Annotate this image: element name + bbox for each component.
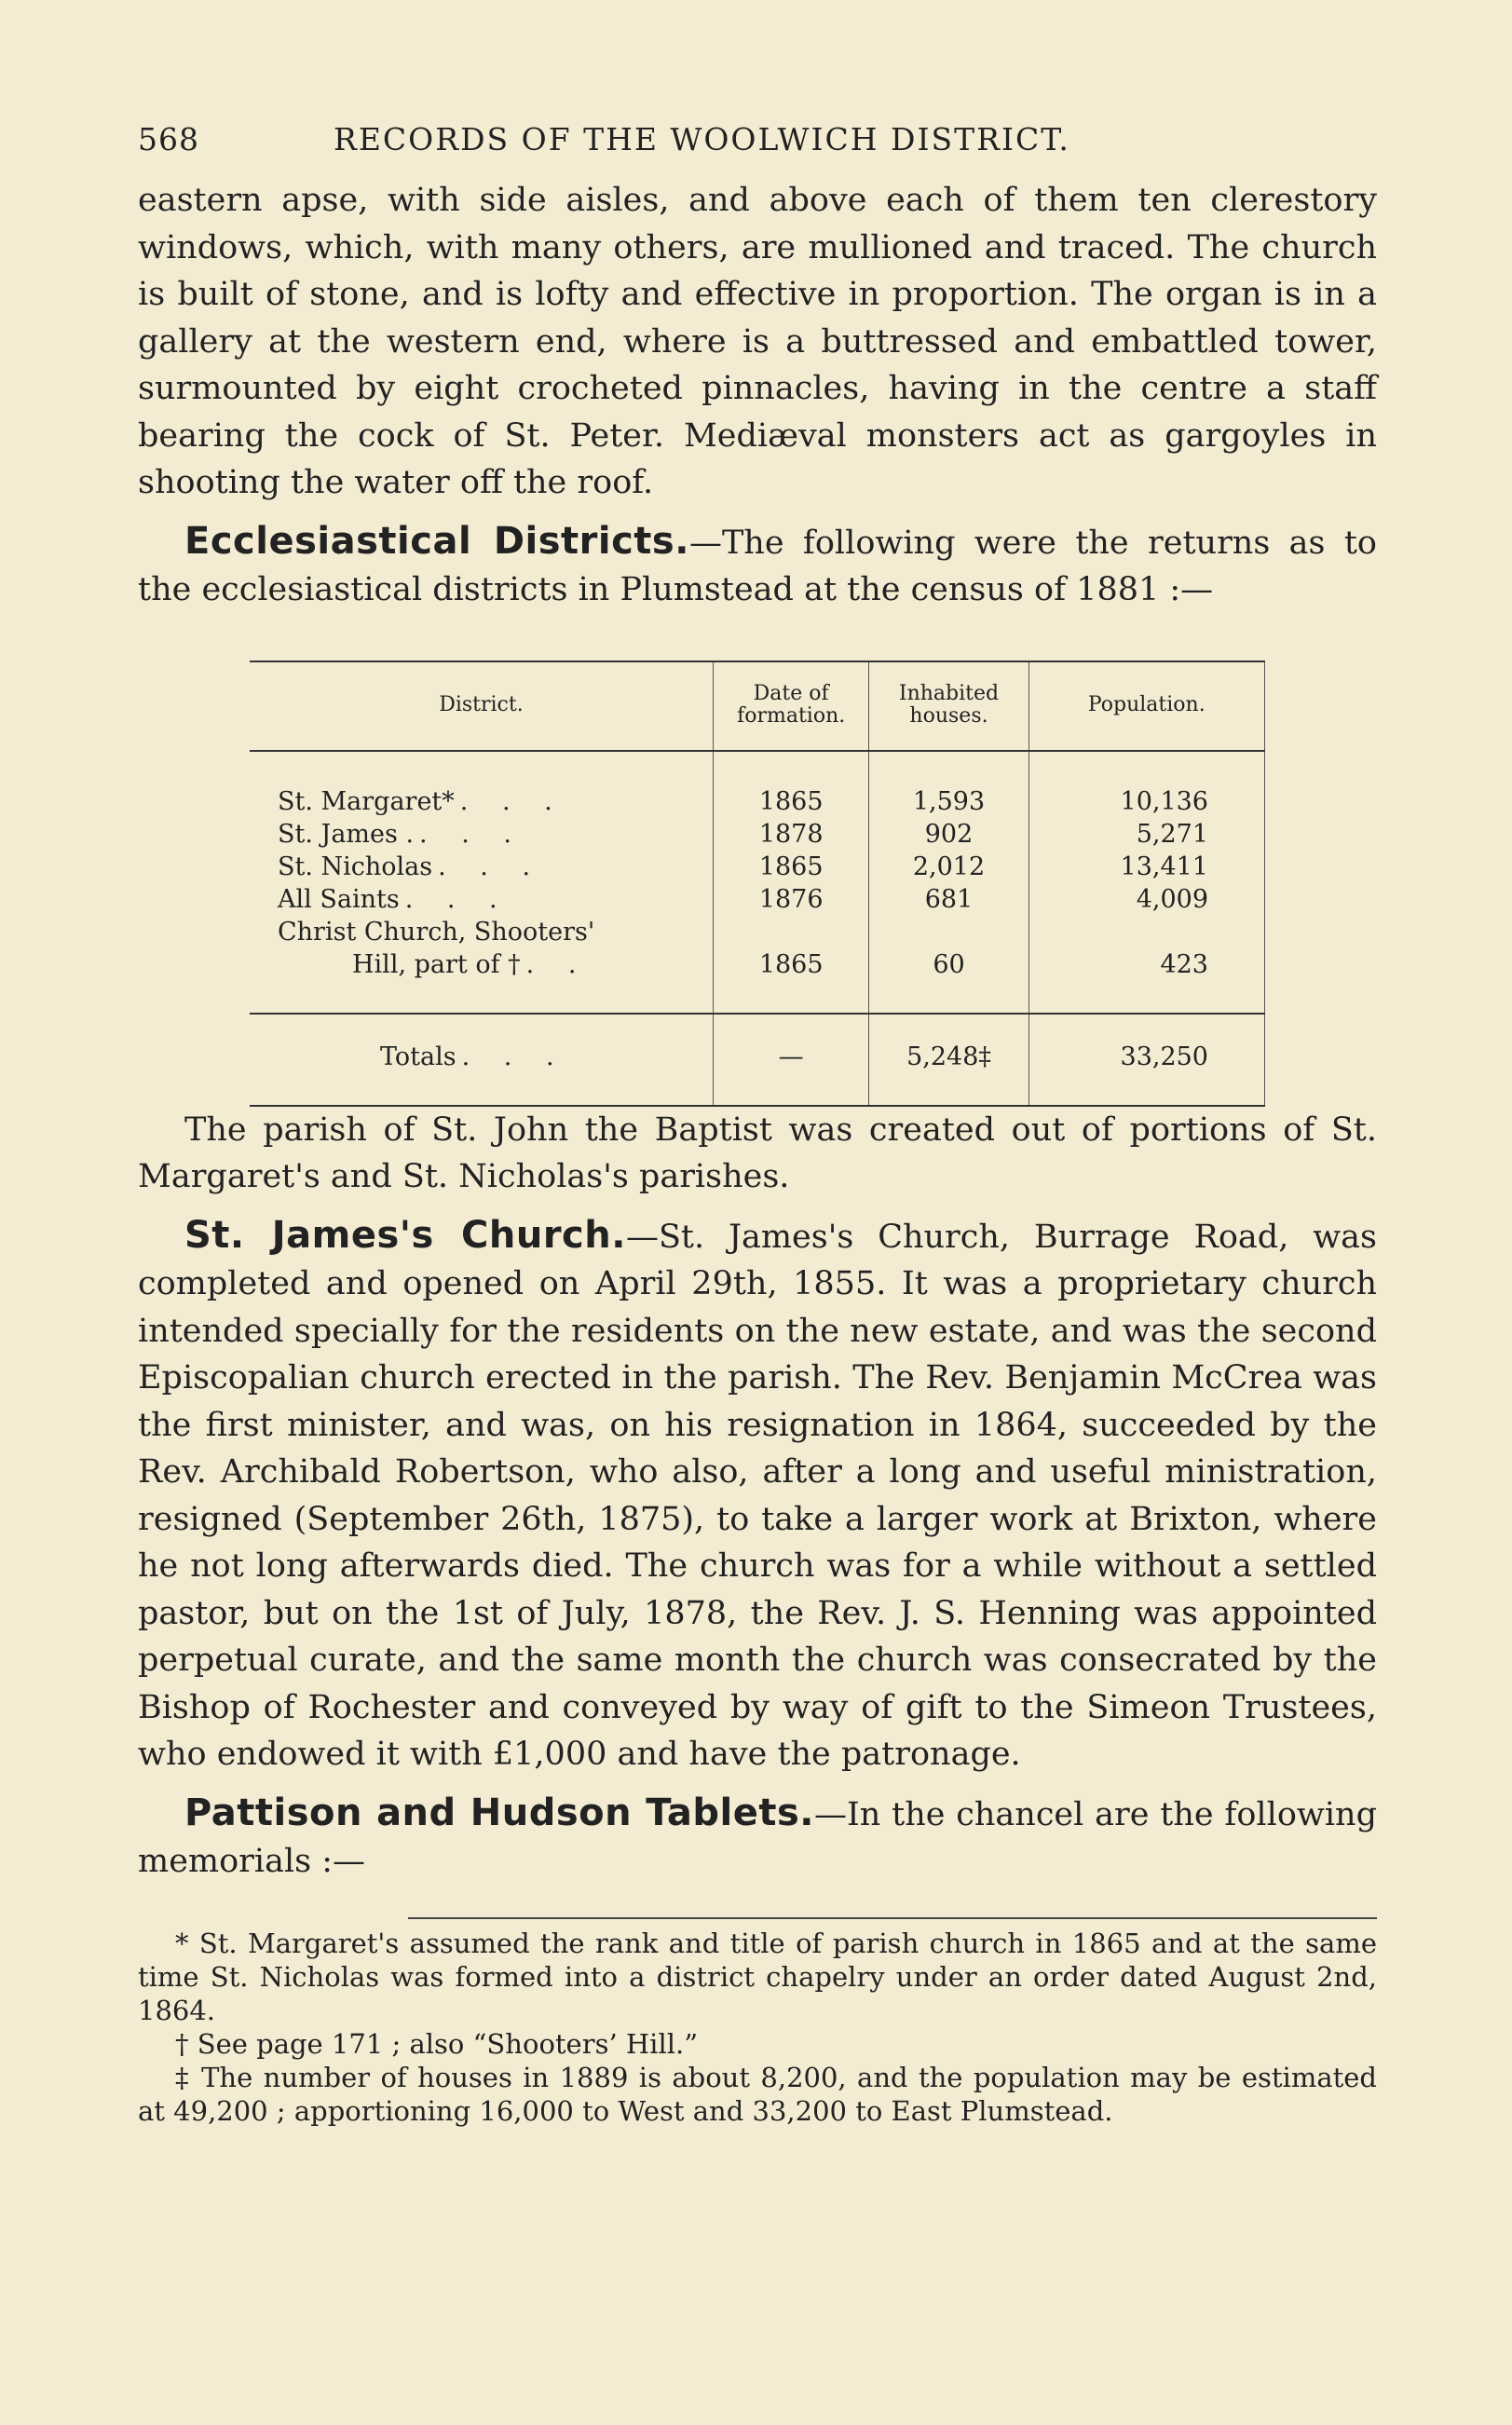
table-row: [250, 851, 1265, 883]
dot-leader: . . .: [461, 1042, 567, 1071]
paragraph-tablets: [138, 1790, 1377, 1886]
cell-district: St. James .: [278, 819, 415, 849]
dot-leader: . . .: [459, 786, 565, 816]
cell-district: All Saints: [278, 884, 400, 914]
cell-population: 33,250: [1028, 1014, 1264, 1106]
cell-houses: 1,593: [869, 751, 1028, 818]
cell-date: —: [713, 1014, 869, 1106]
footnote-shooters-hill: † See page 171 ; also “Shooters’ Hill.”: [175, 2027, 699, 2060]
cell-date: 1865: [713, 948, 869, 1014]
section-heading-st-james: St. James's Church.: [184, 1213, 626, 1257]
footnote-st-margaret: * St. Margaret's assumed the rank and title of parish church in 1865 and at the same time St. Nicholas was formed into a district chapelry under an order dated August 2nd, 1864.: [138, 1927, 1377, 2026]
table-row: [250, 818, 1265, 851]
running-title: RECORDS OF THE WOOLWICH DISTRICT.: [334, 121, 1070, 157]
running-head: [138, 121, 1377, 177]
cell-totals-label: Totals: [380, 1042, 456, 1071]
paragraph-text: —St. James's Church, Burrage Road, was completed and opened on April 29th, 1855. It was a proprietary church intended specially for the residents on the new estate, and was the second Episcopalian church erected in the parish. The Rev. Benjamin McCrea was the first minister, and was, on his resignation in 1864, succeeded by the Rev. Archibald Robertson, who also, after a long and useful ministration, resigned (September 26th, 1875), to take a larger work at Brixton, where he not long afterwards died. The church was for a while without a settled pastor, but on the 1st of July, 1878, the Rev. J. S. Henning was appointed perpetual curate, and the same month the church was consecrated by the Bishop of Rochester and conveyed by way of gift to the Simeon Trustees, who endowed it with £1,000 and have the patronage.: [138, 1218, 1377, 1773]
cell-population: 10,136: [1028, 751, 1264, 818]
cell-houses: 5,248‡: [869, 1014, 1028, 1106]
column-header-population: Population.: [1028, 661, 1264, 751]
cell-district: St. Nicholas: [278, 851, 433, 881]
footnote-houses-1889: ‡ The number of houses in 1889 is about 8,200, and the population may be estimated at 49,200 ; apportioning 16,000 to West and 33,200 to East Plumstead.: [138, 2061, 1377, 2127]
paragraph-church-description: eastern apse, with side aisles, and above each of them ten clerestory windows, which, with many others, are mullioned and traced. The church is built of stone, and is lofty and effective in proportion. The organ is in a gallery at the western end, where is a buttressed and embattled tower, surmounted by eight crocheted pinnacles, having in the centre a staff bearing the cock of St. Peter. Mediæval monsters act as gargoyles in shooting the water off the roof.: [138, 182, 1377, 501]
column-header-district: District.: [250, 661, 713, 751]
table-totals-row: [250, 1014, 1265, 1106]
section-heading-tablets: Pattison and Hudson Tablets.: [184, 1791, 814, 1834]
table-row: [250, 948, 1265, 1014]
dot-leader: . . .: [438, 851, 544, 881]
cell-date: 1878: [713, 818, 869, 851]
cell-houses: 681: [869, 883, 1028, 916]
section-heading-ecclesiastical-districts: Ecclesiastical Districts.: [184, 519, 689, 563]
footnotes: [138, 1927, 1377, 2128]
cell-houses: 902: [869, 818, 1028, 851]
census-table: [250, 661, 1265, 1107]
cell-date: 1876: [713, 883, 869, 916]
dot-leader: . . .: [419, 819, 524, 849]
paragraph-text: —In the chancel are the following memorials :—: [138, 1795, 1377, 1880]
cell-houses: 2,012: [869, 851, 1028, 883]
cell-population: 5,271: [1028, 818, 1264, 851]
cell-district: Christ Church, Shooters': [250, 916, 713, 948]
dot-leader: . .: [525, 949, 590, 979]
cell-date: 1865: [713, 851, 869, 883]
paragraph-text: —The following were the returns as to the ecclesiastical districts in Plumstead at the census of 1881 :—: [138, 524, 1377, 608]
table-row: [250, 883, 1265, 916]
cell-district: St. Margaret*: [278, 786, 455, 816]
paragraph-st-john: The parish of St. John the Baptist was created out of portions of St. Margaret's and St. Nicholas's parishes.: [138, 1110, 1377, 1195]
cell-population: 13,411: [1028, 851, 1264, 883]
table-row: [250, 751, 1265, 818]
column-header-date: Date of formation.: [713, 661, 869, 751]
page-number: 568: [138, 121, 199, 157]
table-header-row: [250, 661, 1265, 751]
book-page: [138, 121, 1377, 2128]
paragraph-st-james: [138, 1212, 1377, 1778]
table-row: [250, 916, 1265, 948]
cell-district-continued: Hill, part of †: [352, 949, 521, 979]
dot-leader: . . .: [404, 884, 511, 914]
paragraph-ecclesiastical-districts: [138, 518, 1377, 614]
cell-date: 1865: [713, 751, 869, 818]
footnote-rule: [408, 1917, 1377, 1919]
cell-population: 4,009: [1028, 883, 1264, 916]
cell-houses: 60: [869, 948, 1028, 1014]
column-header-houses: Inhabited houses.: [869, 661, 1028, 751]
cell-population: 423: [1028, 948, 1264, 1014]
